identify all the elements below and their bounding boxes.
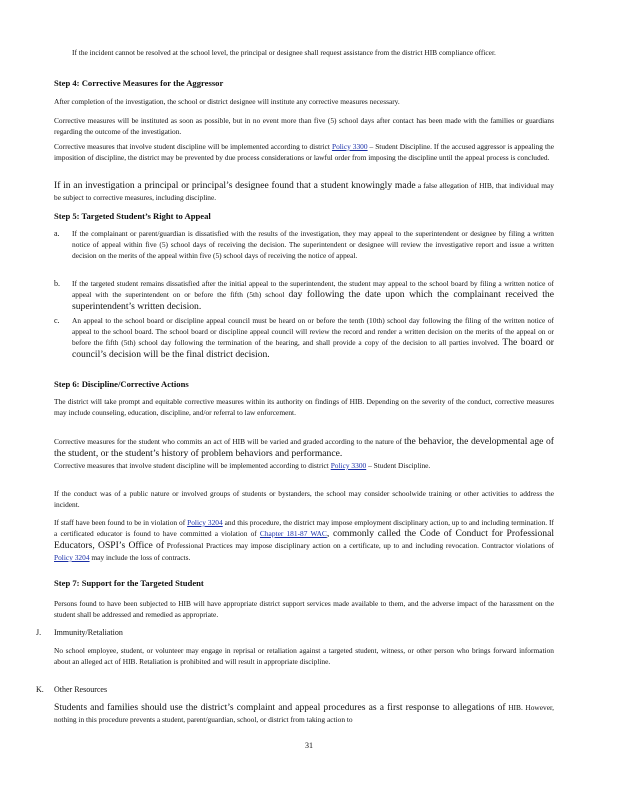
- text-segment: HIB. However, nothing in this procedure prevents a student, parent/guardian, school, or district from taking action to: [54, 703, 555, 724]
- text-segment: Professional Practices may impose disciplinary action on a certificate, up to and including revocation. Contractor violations of: [166, 541, 554, 550]
- text-segment: and this procedure, the district may impose employment disciplinary action, up to and including termination. If a certificated educator is found to have committed a violation of: [54, 518, 554, 538]
- paragraph-step7: Persons found to have been subjected to HIB will have appropriate district support services made available to them, and the adverse impact of the harassment on the student shall be addressed and remedied as appropriate.: [54, 599, 554, 619]
- paragraph-step6-b: [54, 436, 554, 460]
- paragraph-incident: If the incident cannot be resolved at the school level, the principal or designee shall request assistance from the district HIB compliance officer.: [72, 48, 496, 57]
- paragraph-step4-b: Corrective measures will be instituted as soon as possible, but in no event more than five (5) school days after contact has been made with the families or guardians regarding the outcome of the investigation.: [54, 116, 554, 136]
- policy-3204-link-2[interactable]: Policy 3204: [54, 553, 90, 562]
- policy-3300-link[interactable]: Policy 3300: [331, 142, 368, 151]
- paragraph-step6-e: [54, 517, 554, 563]
- text-segment: Corrective measures for the student who commits an act of HIB will be varied and graded according to the nature of: [54, 437, 402, 446]
- section-j-title: Immunity/Retaliation: [54, 628, 123, 637]
- text-segment: Corrective measures that involve student discipline will be implemented according to district: [54, 142, 330, 151]
- paragraph-step6-c: [54, 460, 554, 471]
- text-segment: If staff have been found to be in violation of: [54, 518, 186, 527]
- text-segment-large: day following the date upon which the complainant received the superintendent’s written decision.: [72, 289, 554, 312]
- text-segment: – Student Discipline.: [368, 461, 431, 470]
- section-j-label: J.: [36, 628, 42, 637]
- policy-3204-link[interactable]: Policy 3204: [187, 518, 223, 527]
- paragraph-section-j: No school employee, student, or volunteer may engage in reprisal or retaliation against a targeted student, witness, or other person who brings forward information about an alleged act of HIB. Retaliation is prohibited and will result in appropriate discipline.: [54, 646, 554, 666]
- policy-3300-link-2[interactable]: Policy 3300: [330, 461, 367, 470]
- item-b-label: b.: [54, 279, 60, 288]
- paragraph-section-k: [54, 702, 554, 725]
- item-a-label: a.: [54, 229, 60, 238]
- item-c-text: [72, 315, 554, 361]
- paragraph-step4-a: After completion of the investigation, the school or district designee will institute any corrective measures necessary.: [54, 97, 400, 106]
- text-segment-large: , commonly called the Code of Conduct for Professional Educators, OSPI’s Office of: [54, 528, 554, 551]
- text-segment: may include the loss of contracts.: [91, 553, 191, 562]
- page-number: 31: [305, 741, 313, 750]
- text-segment: a false allegation of HIB, that individual may be subject to corrective measures, including discipline.: [54, 181, 554, 202]
- paragraph-step6-d: If the conduct was of a public nature or involved groups of students or bystanders, the school may consider schoolwide training or other activities to address the incident.: [54, 489, 554, 509]
- item-a-text: If the complainant or parent/guardian is dissatisfied with the results of the investigation, they may appeal to the superintendent or designee by filing a written notice of appeal within five (5) school days of receiving the decision. The superintendent or designee will review the investigative report and issue a written decision on the merits of the appeal within five (5) school days of receiving the notice of appeal.: [72, 229, 554, 260]
- text-segment-large: If in an investigation a principal or principal’s designee found that a student knowingly made: [54, 180, 416, 191]
- heading-step-7: Step 7: Support for the Targeted Student: [54, 578, 204, 588]
- item-b-text: [72, 278, 554, 313]
- heading-step-4: Step 4: Corrective Measures for the Aggressor: [54, 78, 224, 88]
- item-c-label: c.: [54, 316, 60, 325]
- heading-step-6: Step 6: Discipline/Corrective Actions: [54, 379, 189, 389]
- text-segment: – Student Discipline. If the accused aggressor is appealing the imposition of discipline, the district may be prevented by due process considerations or lawful order from imposing the discipline until the appeal process is concluded.: [54, 142, 554, 162]
- text-segment: If the targeted student remains dissatisfied after the initial appeal to the superintendent, the student may appeal to the school board by filing a written notice of appeal with the superintendent on or before the fifth (5th) school: [72, 279, 554, 299]
- section-k-label: K.: [36, 685, 44, 694]
- text-segment-large: The board or council’s decision will be the final district decision.: [72, 337, 554, 360]
- paragraph-step4-d: [54, 180, 554, 203]
- text-segment-large: the behavior, the developmental age of the student, or the student’s history of problem behaviors and performance.: [54, 436, 554, 459]
- text-segment: Corrective measures that involve student discipline will be implemented according to district: [54, 461, 329, 470]
- paragraph-step4-c: [54, 141, 554, 163]
- section-k-title: Other Resources: [54, 685, 108, 694]
- heading-step-5: Step 5: Targeted Student’s Right to Appeal: [54, 211, 211, 221]
- paragraph-step6-a: The district will take prompt and equitable corrective measures within its authority on findings of HIB. Depending on the severity of the conduct, corrective measures may include counseling, education, discipline, and/or referral to law enforcement.: [54, 397, 554, 417]
- text-segment: An appeal to the school board or discipline appeal council must be heard on or before the tenth (10th) school day following the filing of the written notice of appeal to the school board. The school board or discipline appeal council will review the record and render a written decision on the merits of the appeal on or before the fifth (5th) school day following the termination of the hearing, and shall provide a copy of the decision to all parties involved.: [72, 316, 554, 347]
- text-segment-large: Students and families should use the district’s complaint and appeal procedures as a first response to allegations of: [54, 702, 506, 713]
- chapter-181-87-wac-link[interactable]: Chapter 181-87 WAC: [259, 529, 327, 538]
